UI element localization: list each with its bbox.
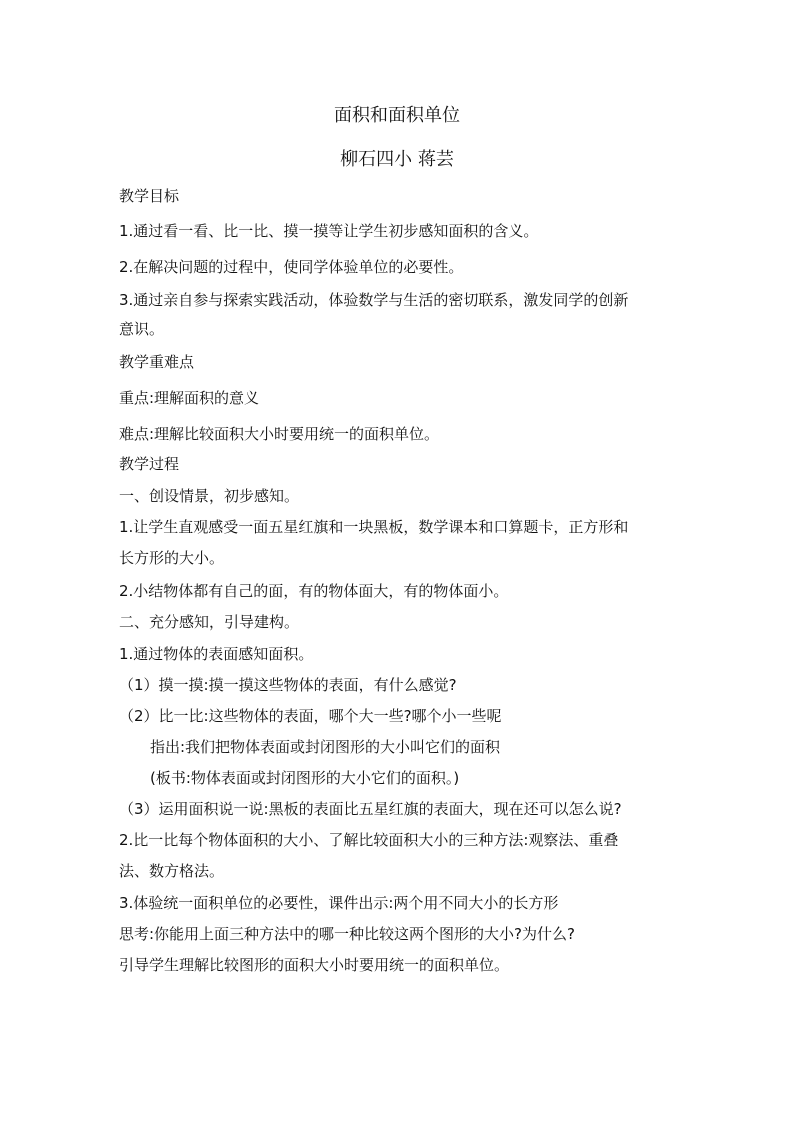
- paragraph-line: （2）比一比:这些物体的表面，哪个大一些?哪个小一些呢: [119, 707, 502, 725]
- paragraph-line: 1.通过看一看、比一比、摸一摸等让学生初步感知面积的含义。: [119, 222, 539, 240]
- section-heading-process: 教学过程: [119, 455, 180, 473]
- paragraph-line: 二、充分感知，引导建构。: [119, 613, 300, 631]
- section-heading-goals: 教学目标: [119, 187, 180, 205]
- paragraph-line: 2.在解决问题的过程中，使同学体验单位的必要性。: [119, 258, 464, 276]
- paragraph-line: 3.通过亲自参与探索实践活动，体验数学与生活的密切联系，激发同学的创新: [119, 291, 629, 309]
- paragraph-line: （1）摸一摸:摸一摸这些物体的表面，有什么感觉?: [119, 676, 457, 694]
- paragraph-line: 1.通过物体的表面感知面积。: [119, 645, 314, 663]
- paragraph-line: 重点:理解面积的意义: [119, 389, 260, 407]
- paragraph-line: 3.体验统一面积单位的必要性，课件出示:两个用不同大小的长方形: [119, 894, 559, 912]
- paragraph-line: 一、创设情景，初步感知。: [119, 487, 300, 505]
- paragraph-line: 难点:理解比较面积大小时要用统一的面积单位。: [119, 425, 440, 443]
- document-subtitle: 柳石四小 蒋芸: [340, 149, 454, 170]
- paragraph-line: 思考:你能用上面三种方法中的哪一种比较这两个图形的大小?为什么?: [119, 925, 575, 943]
- paragraph-line: 2.比一比每个物体面积的大小、了解比较面积大小的三种方法:观察法、重叠: [119, 831, 619, 849]
- document-title: 面积和面积单位: [334, 105, 460, 126]
- paragraph-line: 指出:我们把物体表面或封闭图形的大小叫它们的面积: [150, 738, 501, 756]
- paragraph-line: 长方形的大小。: [119, 549, 225, 567]
- paragraph-line: 2.小结物体都有自己的面，有的物体面大，有的物体面小。: [119, 582, 509, 600]
- paragraph-line: (板书:物体表面或封闭图形的大小它们的面积。): [150, 769, 460, 787]
- paragraph-line: （3）运用面积说一说:黑板的表面比五星红旗的表面大，现在还可以怎么说?: [119, 800, 622, 818]
- paragraph-line: 法、数方格法。: [119, 862, 225, 880]
- paragraph-line: 引导学生理解比较图形的面积大小时要用统一的面积单位。: [119, 956, 510, 974]
- paragraph-line: 意识。: [119, 320, 165, 338]
- section-heading-key-points: 教学重难点: [119, 353, 195, 371]
- paragraph-line: 1.让学生直观感受一面五星红旗和一块黑板，数学课本和口算题卡，正方形和: [119, 518, 629, 536]
